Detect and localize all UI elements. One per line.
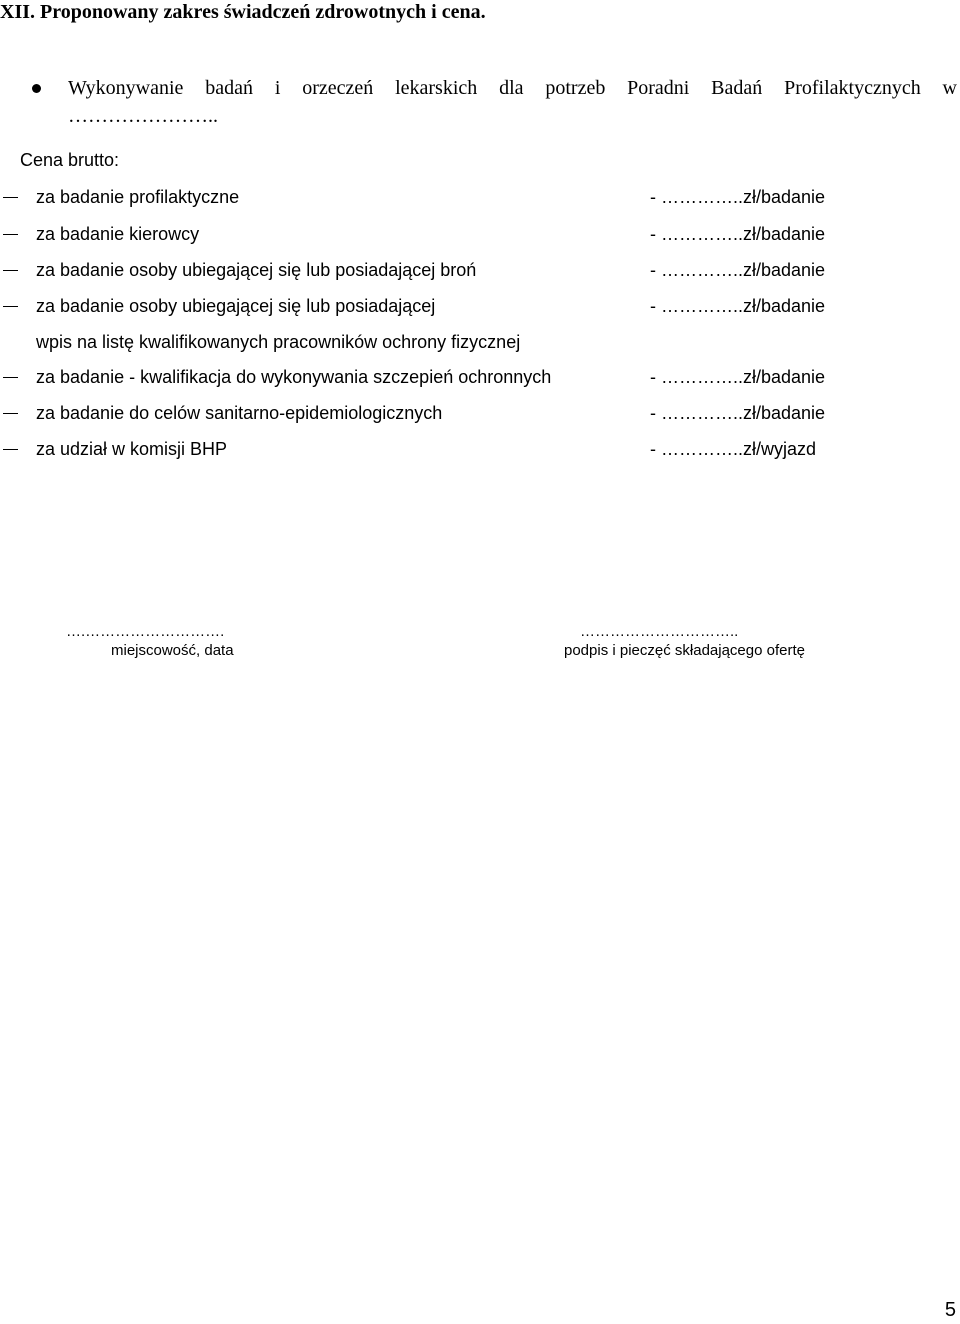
price-row-value: - …………..zł/wyjazd	[650, 439, 817, 459]
place-date-label: miejscowość, data	[111, 642, 234, 659]
dash-icon	[3, 413, 18, 414]
price-row-profilaktyczne	[0, 184, 960, 210]
price-row-value: - …………..zł/badanie	[650, 224, 826, 244]
price-label: Cena brutto:	[20, 150, 120, 170]
signature-line: …………………………..	[580, 623, 739, 640]
dash-icon	[3, 197, 18, 198]
price-row-value: - …………..zł/badanie	[650, 367, 826, 387]
price-row-bhp	[0, 436, 960, 462]
price-row-kierowcy	[0, 221, 960, 247]
price-row-ochrona-continuation	[0, 329, 960, 355]
service-place-blank: …………………..	[68, 105, 218, 127]
price-row-label: za badanie profilaktyczne	[36, 187, 240, 207]
price-row-value: - …………..zł/badanie	[650, 187, 826, 207]
price-row-label: za badanie osoby ubiegającej się lub posiadającej	[36, 296, 436, 316]
service-description: Wykonywanie badań i orzeczeń lekarskich dla potrzeb Poradni Badań Profilaktycznych w	[68, 77, 957, 99]
price-row-label: za udział w komisji BHP	[36, 439, 228, 459]
signature-label: podpis i pieczęć składającego ofertę	[564, 642, 805, 659]
price-row-szczepienia	[0, 364, 960, 390]
price-row-value: - …………..zł/badanie	[650, 260, 826, 280]
price-row-ochrona	[0, 293, 960, 319]
place-date-line: ….……………………….	[66, 623, 225, 640]
dash-icon	[3, 449, 18, 450]
price-row-label: za badanie do celów sanitarno-epidemiologicznych	[36, 403, 443, 423]
price-row-label: za badanie - kwalifikacja do wykonywania szczepień ochronnych	[36, 367, 552, 387]
price-row-bron	[0, 257, 960, 283]
dash-icon	[3, 377, 18, 378]
dash-icon	[3, 306, 18, 307]
bullet-icon	[32, 84, 41, 93]
price-row-value: - …………..zł/badanie	[650, 403, 826, 423]
page-number: 5	[944, 1299, 956, 1321]
price-row-sanepid	[0, 400, 960, 426]
price-row-label: wpis na listę kwalifikowanych pracowników ochrony fizycznej	[36, 332, 521, 352]
dash-icon	[3, 234, 18, 235]
price-row-value: - …………..zł/badanie	[650, 296, 826, 316]
price-row-label: za badanie osoby ubiegającej się lub posiadającej broń	[36, 260, 477, 280]
section-heading: XII. Proponowany zakres świadczeń zdrowotnych i cena.	[0, 1, 486, 23]
price-row-label: za badanie kierowcy	[36, 224, 200, 244]
dash-icon	[3, 270, 18, 271]
